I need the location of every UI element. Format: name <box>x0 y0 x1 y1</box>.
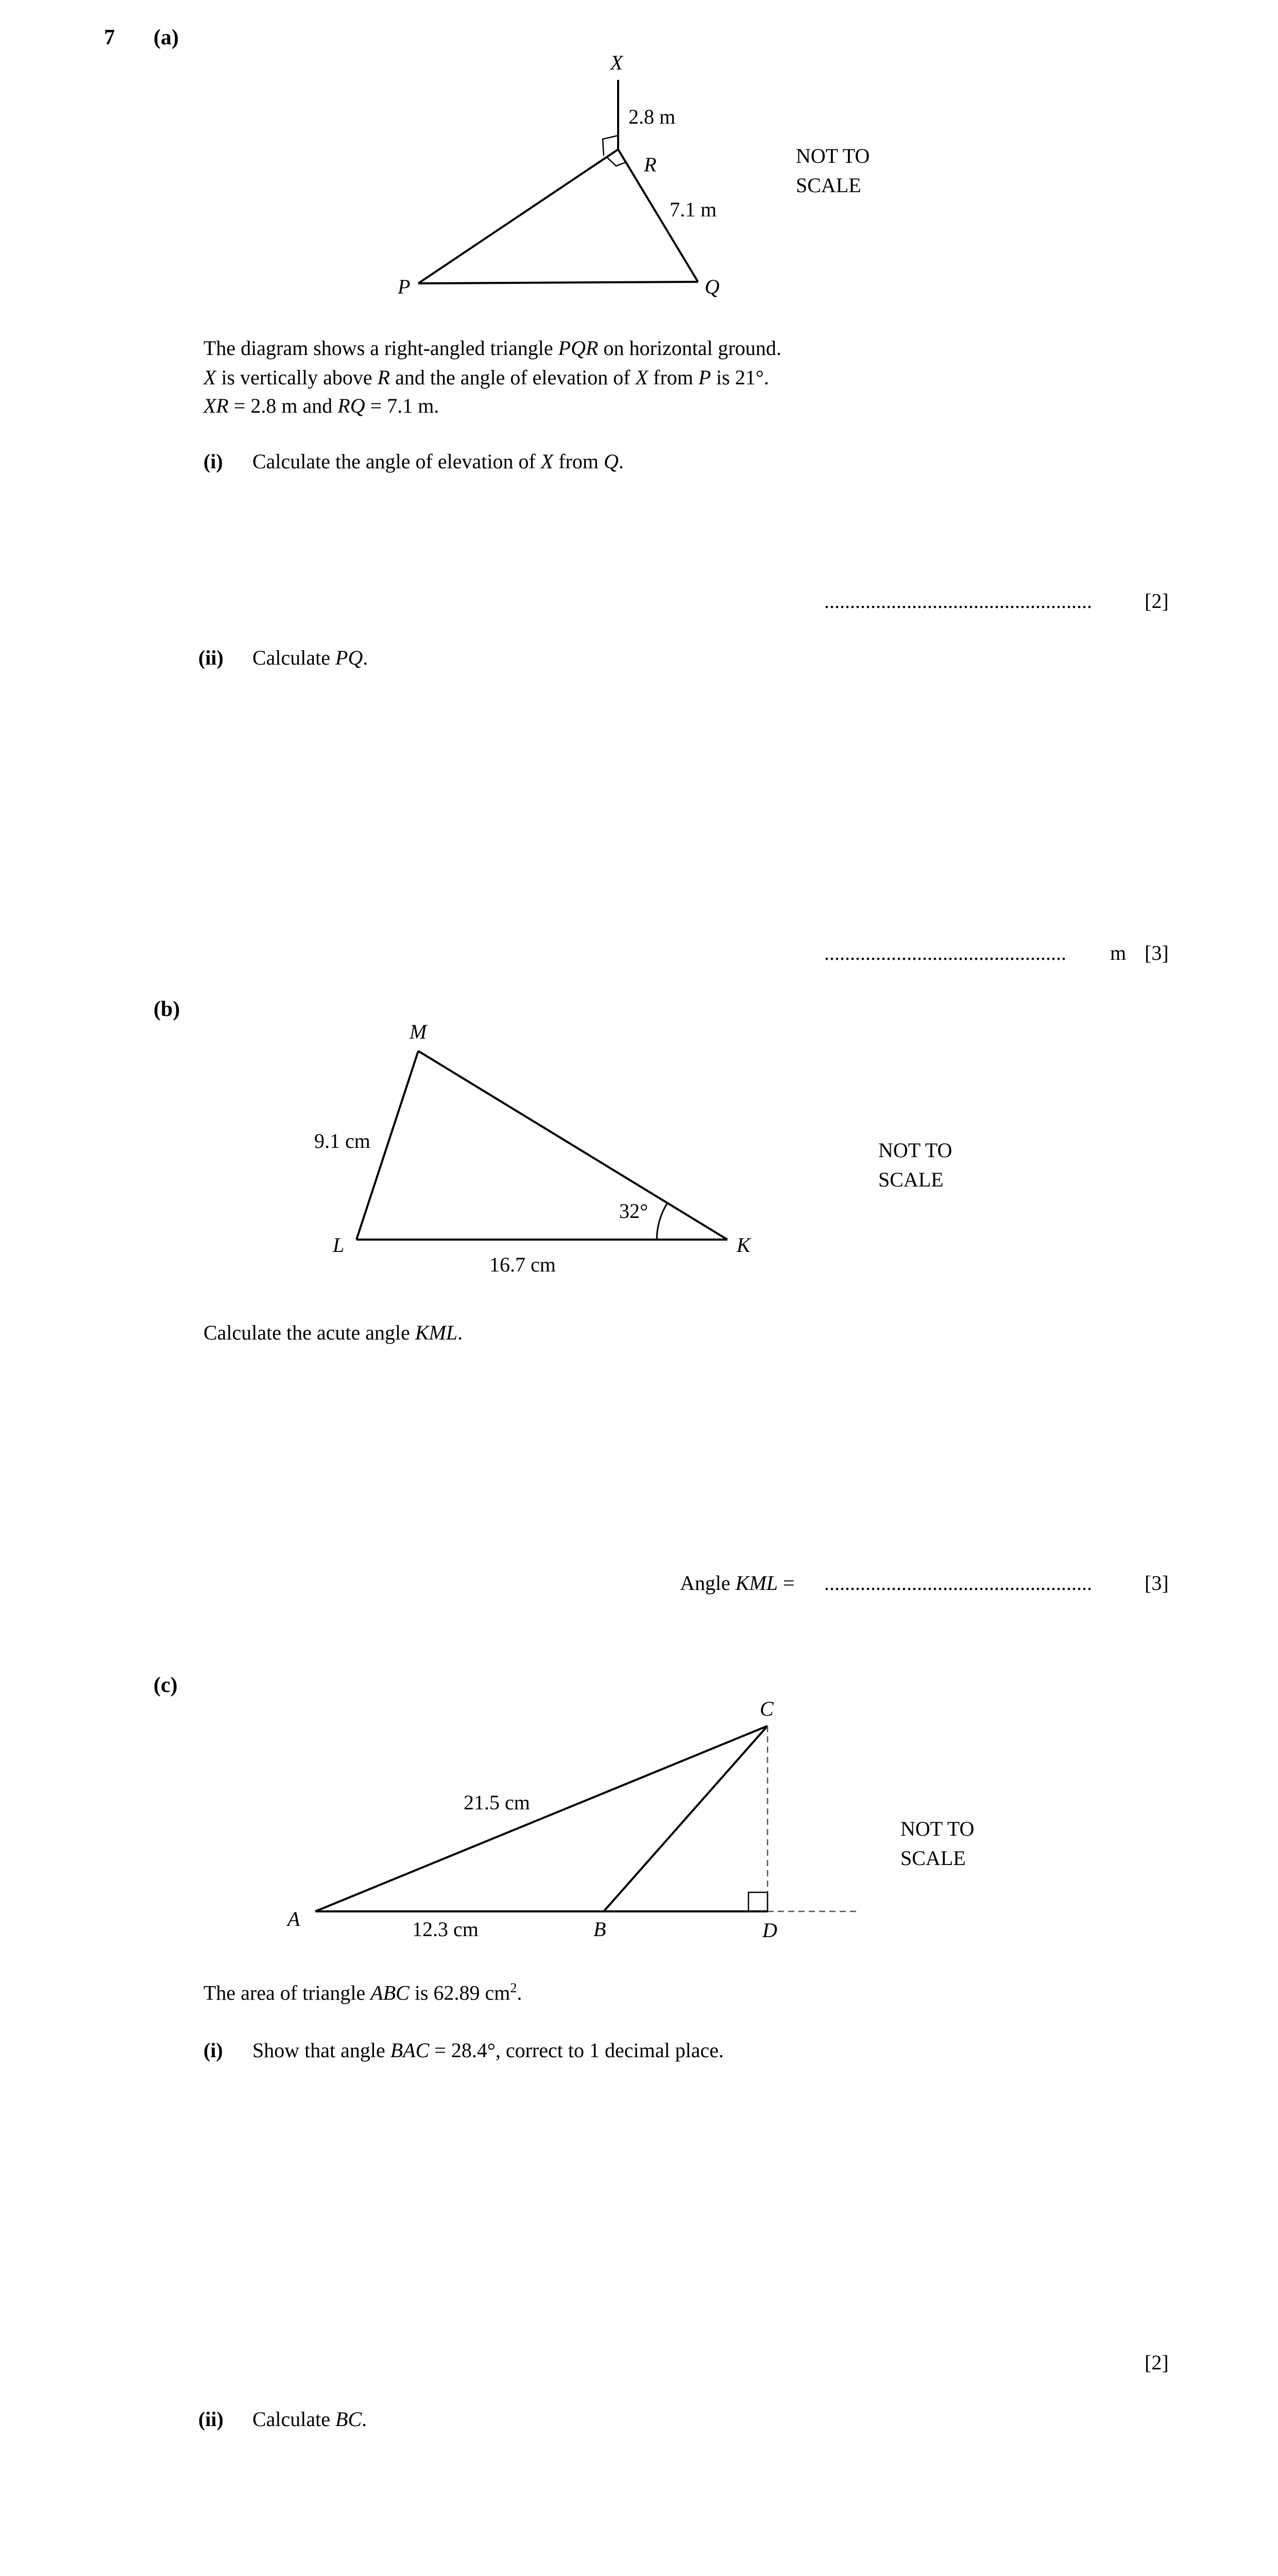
not-to-scale-a-line2: SCALE <box>796 174 861 197</box>
label-a: A <box>287 1907 300 1930</box>
label-l: L <box>333 1233 345 1257</box>
part-c-ii-label: (ii) <box>198 2408 224 2431</box>
not-to-scale-b-line2: SCALE <box>878 1168 944 1191</box>
label-angle-k: 32° <box>619 1199 648 1223</box>
stem-a-line3: XR = 2.8 m and RQ = 7.1 m. <box>203 394 439 417</box>
edge-pq <box>418 282 698 283</box>
marks-a-i: [2] <box>1145 589 1169 613</box>
not-to-scale-c-line1: NOT TO <box>900 1817 975 1840</box>
label-r: R <box>644 153 657 176</box>
part-a-ii-label: (ii) <box>198 646 224 669</box>
angle-arc-k <box>657 1204 667 1240</box>
label-k: K <box>737 1233 751 1257</box>
label-d: D <box>762 1919 777 1942</box>
label-b: B <box>593 1918 606 1941</box>
part-c-ii-text: Calculate BC. <box>252 2408 367 2431</box>
label-ac-length: 21.5 cm <box>464 1791 530 1814</box>
part-c-i-label: (i) <box>203 2039 223 2062</box>
answer-line-a-i[interactable]: .................................................... <box>824 589 1092 613</box>
label-rq-length: 7.1 m <box>670 198 717 221</box>
diagram-b <box>299 1010 814 1288</box>
label-lk-length: 16.7 cm <box>489 1253 556 1276</box>
part-a-i-text: Calculate the angle of elevation of X from Q. <box>252 450 624 473</box>
answer-line-a-ii[interactable]: ............................................... <box>824 941 1066 964</box>
unit-a-ii: m <box>1110 941 1127 964</box>
not-to-scale-c-line2: SCALE <box>900 1846 966 1870</box>
stem-c: The area of triangle ABC is 62.89 $cm^2$. <box>203 1980 522 2005</box>
edge-ac <box>315 1726 768 1911</box>
marks-b: [3] <box>1145 1571 1169 1595</box>
diagram-c <box>268 1690 886 1958</box>
part-b-label: (b) <box>154 997 180 1021</box>
not-to-scale-a-line1: NOT TO <box>796 144 870 167</box>
answer-line-b[interactable]: .................................................... <box>824 1571 1092 1595</box>
part-c-label: (c) <box>154 1673 178 1697</box>
stem-a-line2: X is vertically above R and the angle of elevation of X from P is 21°. <box>203 366 769 389</box>
edge-mk <box>418 1051 727 1240</box>
edge-bc <box>604 1726 768 1911</box>
label-c: C <box>760 1697 774 1720</box>
label-q: Q <box>705 275 720 298</box>
right-angle-mark-xr <box>603 135 618 156</box>
part-a-ii-text: Calculate PQ. <box>252 646 368 669</box>
marks-a-ii: [3] <box>1145 941 1169 964</box>
part-a-i-label: (i) <box>203 450 223 473</box>
stem-a-line1: The diagram shows a right-angled triangle PQR on horizontal ground. <box>203 336 781 360</box>
label-p: P <box>398 275 411 298</box>
not-to-scale-b-line1: NOT TO <box>878 1139 952 1162</box>
right-angle-mark-d <box>748 1892 768 1911</box>
part-b-text: Calculate the acute angle KML. <box>203 1321 463 1344</box>
part-a-label: (a) <box>154 26 179 49</box>
label-m: M <box>410 1020 427 1043</box>
marks-c-i: [2] <box>1145 2351 1169 2374</box>
edge-pr <box>418 149 618 283</box>
label-ab-length: 12.3 cm <box>412 1918 479 1941</box>
label-ml-length: 9.1 cm <box>314 1129 370 1153</box>
label-xr-length: 2.8 m <box>628 105 676 128</box>
question-number: 7 <box>104 26 115 49</box>
label-x: X <box>610 51 623 74</box>
part-c-i-text: Show that angle BAC = 28.4°, correct to 1 decimal place. <box>252 2039 724 2062</box>
answer-prefix-b: Angle KML = <box>680 1571 795 1595</box>
